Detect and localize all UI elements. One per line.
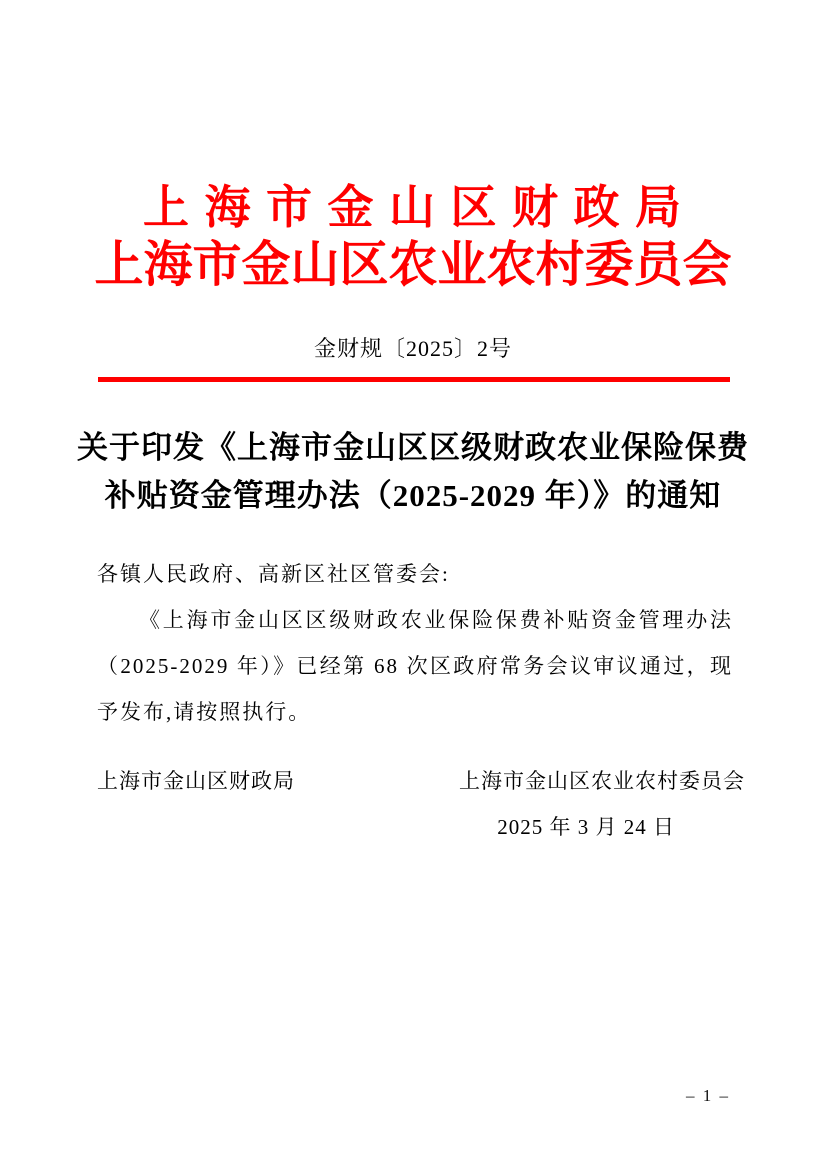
document-title-line2: 补贴资金管理办法（2025-2029 年）》的通知 [104,478,722,513]
page-number: – 1 – [686,1086,730,1105]
document-number: 金财规〔2025〕2号 [313,336,512,361]
body-paragraph: 《上海市金山区区级财政农业保险保费补贴资金管理办法（2025-2029 年）》已经第 68 次区政府常务会议审议通过，现予发布,请按照执行。 [97,608,733,724]
issuer-name-line1: 上 海 市 金 山 区 财 政 局 [143,182,683,233]
signature-date: 2025 年 3 月 24 日 [497,815,675,839]
document-body [97,551,733,735]
document-title-line1: 关于印发《上海市金山区区级财政农业保险保费 [77,430,749,465]
document-title [50,424,776,520]
signature-row [97,766,745,796]
red-separator-line [98,377,730,382]
date-row [97,812,745,842]
signature-right: 上海市金山区农业农村委员会 [459,769,745,793]
salutation: 各镇人民政府、高新区社区管委会: [97,562,450,586]
signature-left: 上海市金山区财政局 [97,769,295,793]
document-header [0,180,826,293]
issuer-name-line2: 上海市金山区农业农村委员会 [94,237,732,292]
